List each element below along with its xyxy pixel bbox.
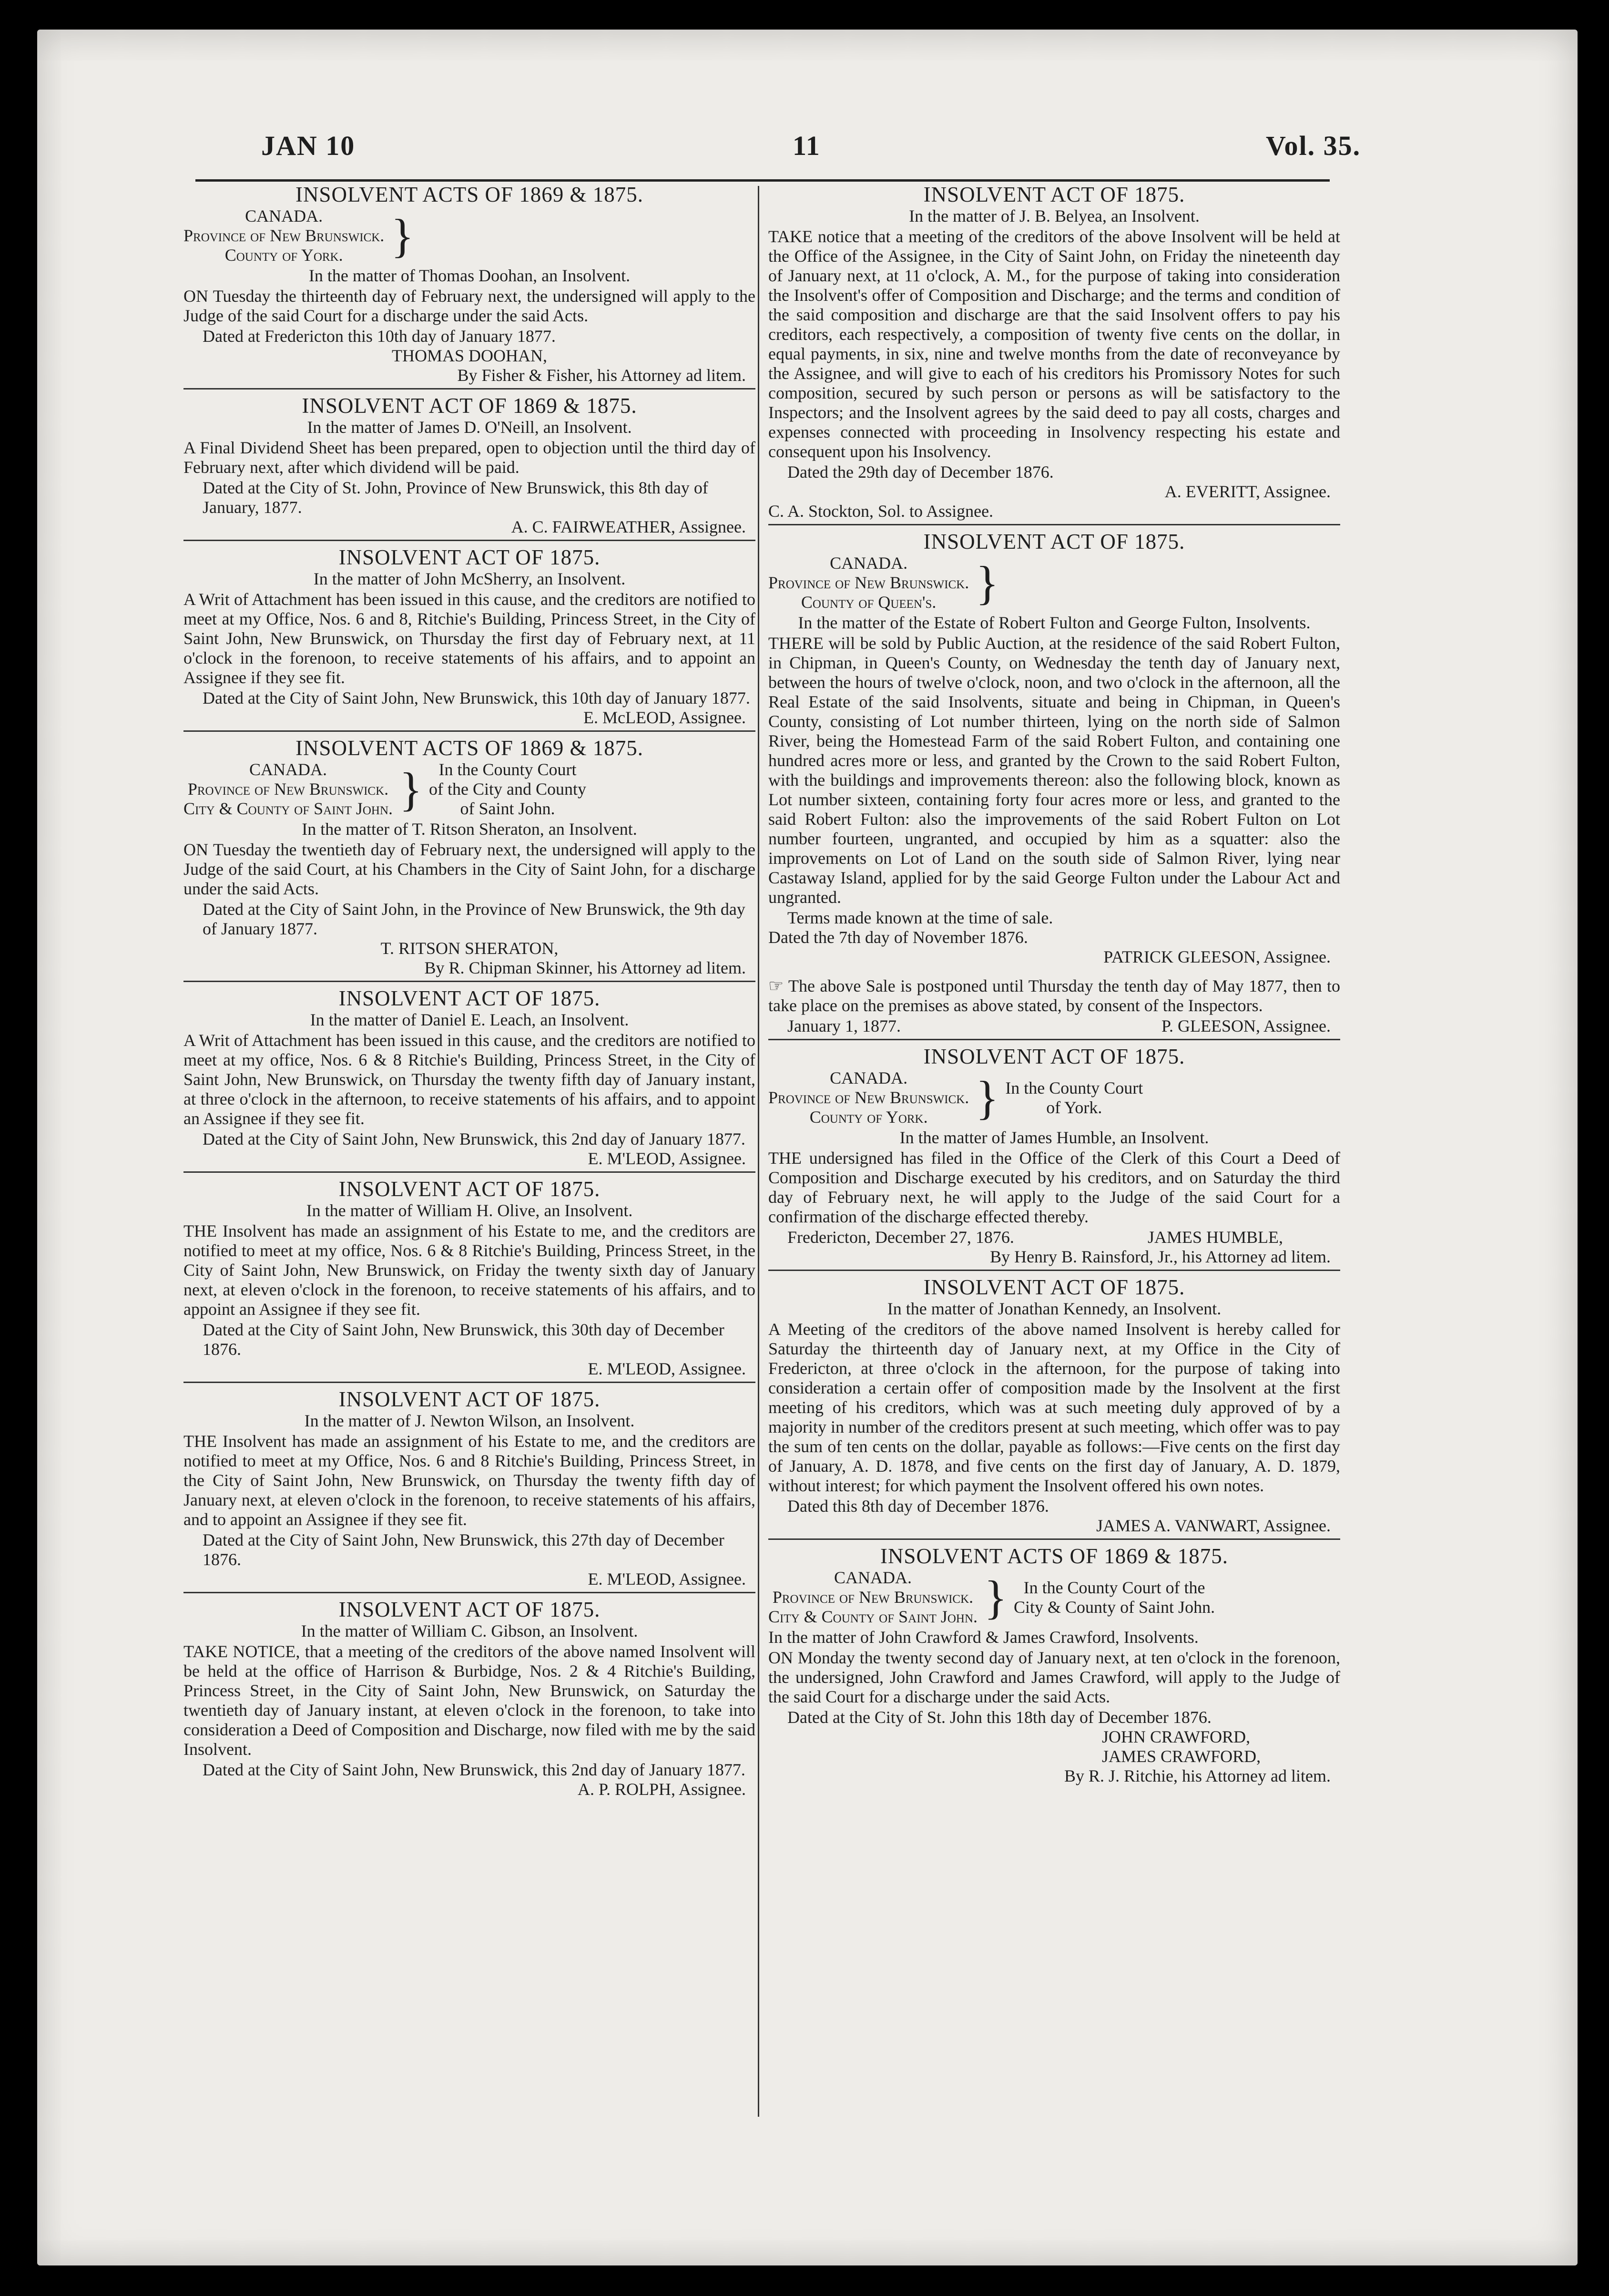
dated-line: Dated at the City of Saint John, New Brunswick, this 2nd day of January 1877. [203, 1760, 745, 1779]
brace-glyph: } [391, 209, 414, 262]
notice-title: INSOLVENT ACT OF 1875. [338, 1387, 601, 1411]
signer: A. P. ROLPH, Assignee. [577, 1780, 746, 1799]
terms-line: Terms made known at the time of sale. [787, 908, 1053, 927]
caption-line: Province of New Brunswick. [772, 1588, 974, 1607]
notice-olive [183, 1177, 755, 1383]
attorney-line: By R. Chipman Skinner, his Attorney ad litem. [424, 958, 746, 977]
caption-line: CANADA. [834, 1568, 912, 1587]
signer: E. M'LEOD, Assignee. [588, 1149, 746, 1168]
postscript: ☞ The above Sale is postponed until Thursday the tenth day of May 1877, then to take place on the premises as above stated, by consent of the Inspectors. [768, 976, 1340, 1015]
notice-title: INSOLVENT ACT OF 1875. [923, 1045, 1185, 1068]
brace-glyph: } [976, 556, 999, 609]
court-caption [768, 1568, 1340, 1627]
dated-line: Dated at the City of St. John, Province of New Brunswick, this 8th day of January, 1877. [203, 478, 708, 517]
notice-oneill [183, 393, 755, 541]
caption-line: City & County of Saint John. [183, 799, 393, 818]
dated-line: Dated at the City of Saint John, New Brunswick, this 10th day of January 1877. [203, 688, 750, 707]
notice-body: THERE will be sold by Public Auction, at the residence of the said Robert Fulton, in Chipman, in Queen's County, on Wednesday the tenth day of January next, between the hours of twelve o'clock, noon, and two o'clock in the afternoon, all the Real Estate of the said Insolvents, situate and being in Chipman, in Queen's County, consisting of Lot number thirteen, lying on the north side of Salmon River, being the Homestead Farm of the said Robert Fulton, and containing one hundred acres more or less, and granted by the Crown to the said Robert Fulton, with the buildings and improvements thereon: also the following block, known as Lot number sixteen, containing forty four acres more or less, and granted to the said Robert Fulton: also the improvements of the said Robert Fulton on Lot number fourteen, ungranted, and occupied by him as a squatter: also the improvements on Lot of Land on the south side of Salmon River, lying near Castaway Island, applied for by the said George Fulton under the Labour Act and ungranted. [768, 634, 1340, 907]
notice-title: INSOLVENT ACT OF 1875. [338, 1177, 601, 1201]
matter-line: In the matter of William H. Olive, an Insolvent. [306, 1201, 633, 1220]
matter-line: In the matter of James Humble, an Insolvent. [899, 1128, 1209, 1147]
caption-line: Province of New Brunswick. [768, 573, 969, 592]
dated-line: Dated the 29th day of December 1876. [787, 462, 1054, 482]
matter-line: In the matter of John McSherry, an Insolvent. [313, 569, 626, 588]
header-rule [195, 179, 1330, 182]
matter-line: In the matter of James D. O'Neill, an Insolvent. [307, 418, 632, 437]
matter-line: In the matter of Daniel E. Leach, an Insolvent. [310, 1010, 629, 1029]
signer: THOMAS DOOHAN, [391, 346, 547, 365]
issue-date: JAN 10 [261, 130, 356, 161]
brace-glyph: } [976, 1071, 999, 1124]
notice-body: ON Monday the twenty second day of January next, at ten o'clock in the forenoon, the undersigned, John Crawford and James Crawford, will apply to the Judge of the said Court for a discharge under the said Acts. [768, 1648, 1340, 1706]
court-jurisdiction [183, 760, 393, 819]
brace-glyph: } [399, 762, 423, 816]
signer: E. M'LEOD, Assignee. [588, 1569, 746, 1589]
notice-title: INSOLVENT ACTS OF 1869 & 1875. [880, 1544, 1229, 1568]
signer: JAMES HUMBLE, [1147, 1228, 1283, 1247]
caption-line: CANADA. [249, 760, 327, 779]
caption-line: CANADA. [830, 554, 908, 573]
notice-fulton [768, 529, 1340, 1040]
caption-line: Province of New Brunswick. [183, 226, 385, 245]
signer: PATRICK GLEESON, Assignee. [1103, 947, 1331, 966]
court-name [1005, 1078, 1143, 1117]
dated-line: Fredericton, December 27, 1876. [787, 1228, 1014, 1247]
caption-line: Province of New Brunswick. [187, 779, 389, 799]
page-number: 11 [793, 130, 821, 161]
matter-line: In the matter of the Estate of Robert Fulton and George Fulton, Insolvents. [798, 613, 1311, 632]
notice-mcsherry [183, 545, 755, 732]
caption-line: of the City and County [429, 779, 587, 799]
notice-title: INSOLVENT ACT OF 1875. [923, 530, 1185, 554]
brace-glyph: } [984, 1570, 1008, 1624]
dated-line: Dated at Fredericton this 10th day of January 1877. [203, 327, 556, 346]
dated-line: Dated at the City of Saint John, New Brunswick, this 2nd day of January 1877. [203, 1129, 745, 1148]
postscript-signer: P. GLEESON, Assignee. [1161, 1016, 1331, 1035]
notice-body: THE Insolvent has made an assignment of his Estate to me, and the creditors are notified to meet at my Office, Nos. 6 and 8 Ritchie's Building, Princess Street, in the City of Saint John, New Brunswick, on Thursday the twenty fifth day of January next, at eleven o'clock in the forenoon, to receive statements of his affairs, and to appoint an Assignee if they see fit. [183, 1432, 755, 1529]
caption-line: City & County of Saint John. [768, 1607, 978, 1626]
caption-line: County of Queen's. [801, 593, 937, 612]
attorney-line: By Fisher & Fisher, his Attorney ad litem. [457, 366, 746, 385]
caption-line: City & County of Saint John. [1014, 1597, 1215, 1617]
notice-title: INSOLVENT ACT OF 1875. [338, 986, 601, 1010]
matter-line: In the matter of J. Newton Wilson, an Insolvent. [304, 1411, 635, 1430]
solicitor-line: C. A. Stockton, Sol. to Assignee. [768, 502, 994, 521]
notice-crawford [768, 1544, 1340, 1789]
signer: JOHN CRAWFORD, [1102, 1727, 1251, 1746]
caption-line: County of York. [809, 1107, 928, 1127]
dated-signer-row [768, 1228, 1340, 1247]
notice-body: THE Insolvent has made an assignment of his Estate to me, and the creditors are notified to meet at my office, Nos. 6 & 8 Ritchie's Building, Princess Street, in the City of Saint John, New Brunswick, on Friday the twenty sixth day of January next, at eleven o'clock in the forenoon, to receive statements of his affairs, and to appoint an Assignee if they see fit. [183, 1221, 755, 1319]
dated-line: Dated at the City of St. John this 18th day of December 1876. [787, 1708, 1212, 1727]
caption-line: of York. [1046, 1097, 1102, 1117]
dated-line: Dated the 7th day of November 1876. [768, 928, 1028, 947]
matter-line: In the matter of T. Ritson Sheraton, an Insolvent. [302, 820, 637, 839]
caption-line: CANADA. [830, 1068, 908, 1087]
court-caption [768, 554, 1340, 612]
court-caption [183, 760, 755, 819]
notice-body: A Meeting of the creditors of the above named Insolvent is hereby called for Saturday the thirteenth day of January next, at my Office in the City of Fredericton, at three o'clock in the afternoon, for the purpose of taking into consideration a certain offer of composition made by the Insolvent at the first meeting of his creditors, which was at such meeting duly approved of by a majority in number of the creditors present at such meeting, which offer was to pay the sum of ten cents on the dollar, payable as follows:—Five cents on the first day of January, A. D. 1878, and five cents on the first day of January, A. D. 1879, without interest; for which payment the Insolvent offered his own notes. [768, 1320, 1340, 1495]
notice-body: TAKE notice that a meeting of the creditors of the above Insolvent will be held at the Office of the Assignee, in the City of Saint John, on Friday the nineteenth day of January next, at 11 o'clock, A. M., for the purpose of taking into consideration the Insolvent's offer of Composition and Discharge; and the terms and condition of the said composition and discharge are that the said Insolvent offers to pay his creditors, each respectively, a composition of twenty five cents on the dollar, in equal payments, in six, nine and twelve months from the date of reconveyance by the Assignee, and will give to each of his creditors his Promissory Notes for such composition, secured by such person or persons as will be satisfactory to the Inspectors; and the Insolvent agrees by the said deed to pay all costs, charges and expenses connected with proceeding in Insolvency respecting his estate and consequent upon his Insolvency. [768, 227, 1340, 461]
postscript-footer [768, 1016, 1340, 1036]
notice-body: A Final Dividend Sheet has been prepared, open to objection until the third day of February next, after which dividend will be paid. [183, 438, 755, 477]
attorney-line: By R. J. Ritchie, his Attorney ad litem. [1064, 1766, 1331, 1785]
signer: A. C. FAIRWEATHER, Assignee. [511, 517, 746, 536]
notice-title: INSOLVENT ACT OF 1869 & 1875. [302, 394, 637, 418]
caption-line: In the County Court of the [1023, 1578, 1205, 1597]
notice-kennedy [768, 1275, 1340, 1540]
postscript-date: January 1, 1877. [787, 1016, 901, 1035]
signer: T. RITSON SHERATON, [380, 939, 559, 958]
notice-sheraton [183, 736, 755, 982]
caption-line: In the County Court [438, 760, 577, 779]
notice-doohan [183, 182, 755, 390]
signer-2: JAMES CRAWFORD, [1102, 1747, 1261, 1766]
notice-belyea [768, 182, 1340, 525]
dated-line: Dated at the City of Saint John, New Brunswick, this 30th day of December 1876. [203, 1320, 724, 1359]
notice-body: A Writ of Attachment has been issued in this cause, and the creditors are notified to meet at my Office, Nos. 6 and 8, Ritchie's Building, Princess Street, in the City of Saint John, New Brunswick, on Thursday the first day of February next, at 11 o'clock in the forenoon, to receive statements of his affairs, and to appoint an Assignee if they see fit. [183, 590, 755, 687]
matter-line: In the matter of John Crawford & James Crawford, Insolvents. [768, 1628, 1199, 1647]
notice-body: ON Tuesday the twentieth day of February next, the undersigned will apply to the Judge of the said Court, at his Chambers in the City of Saint John, for a discharge under the said Acts. [183, 840, 755, 898]
court-name [1014, 1578, 1215, 1617]
caption-line: of Saint John. [460, 799, 555, 818]
notice-wilson [183, 1387, 755, 1593]
signer: E. M'LEOD, Assignee. [588, 1359, 746, 1378]
court-caption [183, 206, 755, 265]
notice-body: A Writ of Attachment has been issued in this cause, and the creditors are notified to meet at my office, Nos. 6 & 8 Ritchie's Building, Princess Street, in the City of Saint John, New Brunswick, on Thursday the twenty fifth day of January instant, at three o'clock in the afternoon, to receive statements of his affairs, and to appoint an Assignee if they see fit. [183, 1031, 755, 1128]
court-caption [768, 1068, 1340, 1127]
court-jurisdiction [768, 554, 969, 612]
attorney-line: By Henry B. Rainsford, Jr., his Attorney ad litem. [990, 1247, 1331, 1266]
notice-title: INSOLVENT ACTS OF 1869 & 1875. [295, 183, 644, 206]
notice-leach [183, 986, 755, 1173]
caption-line: In the County Court [1005, 1078, 1143, 1097]
matter-line: In the matter of Jonathan Kennedy, an Insolvent. [887, 1299, 1222, 1318]
right-column [768, 182, 1340, 1793]
notice-title: INSOLVENT ACT OF 1875. [923, 183, 1185, 206]
notice-humble [768, 1044, 1340, 1271]
court-jurisdiction [183, 206, 384, 265]
notice-gibson [183, 1597, 755, 1802]
left-column [183, 182, 755, 1806]
notice-body: THE undersigned has filed in the Office of the Clerk of this Court a Deed of Composition and Discharge executed by his creditors, and on Saturday the third day of February next, he will apply to the Judge of the said Court for a confirmation of the discharge effected thereby. [768, 1148, 1340, 1226]
court-jurisdiction [768, 1568, 978, 1627]
notice-title: INSOLVENT ACTS OF 1869 & 1875. [295, 736, 644, 760]
caption-line: Province of New Brunswick. [768, 1088, 969, 1107]
dated-line: Dated at the City of Saint John, in the Province of New Brunswick, the 9th day of January 1877. [203, 900, 745, 938]
matter-line: In the matter of Thomas Doohan, an Insolvent. [308, 266, 631, 285]
notice-title: INSOLVENT ACT OF 1875. [923, 1275, 1185, 1299]
signer: E. McLEOD, Assignee. [583, 708, 746, 727]
notice-title: INSOLVENT ACT OF 1875. [338, 545, 601, 569]
court-name [429, 760, 586, 819]
notice-title: INSOLVENT ACT OF 1875. [338, 1598, 601, 1621]
court-jurisdiction [768, 1068, 969, 1127]
column-divider [758, 186, 759, 2117]
notice-body: ON Tuesday the thirteenth day of February next, the undersigned will apply to the Judge of the said Court for a discharge under the said Acts. [183, 287, 755, 325]
matter-line: In the matter of J. B. Belyea, an Insolvent. [909, 206, 1200, 226]
dated-line: Dated this 8th day of December 1876. [787, 1496, 1049, 1516]
dated-line: Dated at the City of Saint John, New Brunswick, this 27th day of December 1876. [203, 1530, 724, 1569]
signer: JAMES A. VANWART, Assignee. [1096, 1516, 1331, 1535]
caption-line: CANADA. [245, 206, 323, 226]
matter-line: In the matter of William C. Gibson, an Insolvent. [301, 1621, 638, 1640]
caption-line: County of York. [224, 246, 343, 265]
signer: A. EVERITT, Assignee. [1164, 482, 1331, 501]
volume-number: Vol. 35. [1266, 130, 1361, 161]
notice-body: TAKE NOTICE, that a meeting of the creditors of the above named Insolvent will be held at the office of Harrison & Burbidge, Nos. 2 & 4 Ritchie's Building, Princess Street, in the City of Saint John, New Brunswick, on Saturday the twentieth day of January instant, at eleven o'clock in the forenoon, to take into consideration a Deed of Composition and Discharge, now filed with me by the said Insolvent. [183, 1642, 755, 1759]
